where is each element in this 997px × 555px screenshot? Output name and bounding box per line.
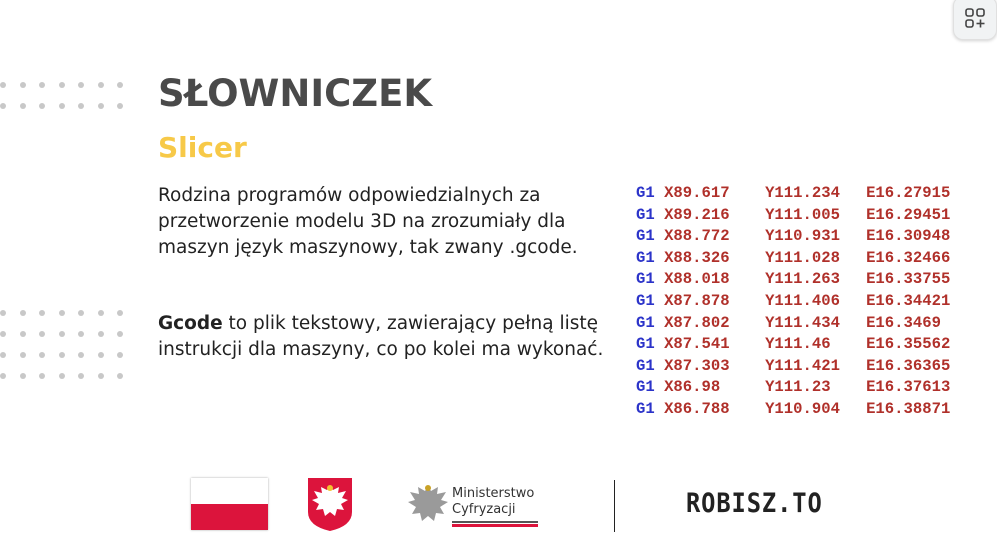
ministry-eagle-logo <box>405 480 451 532</box>
gcode-x-value: X89.617 <box>664 184 730 202</box>
gcode-y-value: Y111.005 <box>765 205 840 224</box>
gcode-y-value: Y111.46 <box>765 335 831 354</box>
gcode-line <box>636 377 950 399</box>
gcode-e-value: E16.33755 <box>866 270 951 289</box>
apps-menu-button[interactable] <box>953 0 997 40</box>
polish-eagle-emblem <box>306 476 354 532</box>
gcode-line <box>636 269 950 291</box>
gcode-line <box>636 399 950 421</box>
ministry-name-line1: Ministerstwo <box>452 486 535 501</box>
apps-add-icon <box>964 7 986 29</box>
gcode-y-value: Y111.234 <box>765 184 840 202</box>
gcode-x-value: X88.018 <box>664 270 730 289</box>
ministry-underline-red <box>452 524 538 527</box>
gcode-x-value: X87.878 <box>664 291 730 310</box>
gcode-sample-image <box>636 183 950 421</box>
gcode-x-value: X86.788 <box>664 399 730 418</box>
gcode-e-value: E16.36365 <box>866 356 951 375</box>
gcode-y-value: Y111.263 <box>765 270 840 289</box>
gcode-command: G1 <box>636 313 655 332</box>
gcode-e-value: E16.30948 <box>866 227 951 246</box>
gcode-e-value: E16.29451 <box>866 205 951 224</box>
gcode-line <box>636 313 950 335</box>
gcode-command: G1 <box>636 270 655 289</box>
gcode-line <box>636 183 950 205</box>
gcode-e-value: E16.38871 <box>866 399 951 418</box>
gcode-e-value: E16.32466 <box>866 248 951 267</box>
term-heading: Slicer <box>158 131 247 164</box>
polish-flag-logo <box>191 478 268 530</box>
gcode-e-value: E16.37613 <box>866 378 951 397</box>
gcode-term: Gcode <box>158 313 223 334</box>
gcode-y-value: Y111.421 <box>765 356 840 375</box>
gcode-e-value: E16.34421 <box>866 291 951 310</box>
gcode-y-value: Y111.434 <box>765 313 840 332</box>
gcode-command: G1 <box>636 399 655 418</box>
gcode-y-value: Y111.028 <box>765 248 840 267</box>
gcode-line <box>636 248 950 270</box>
gcode-line <box>636 356 950 378</box>
gcode-command: G1 <box>636 356 655 375</box>
gcode-paragraph <box>158 311 608 363</box>
gcode-x-value: X87.541 <box>664 335 730 354</box>
gcode-command: G1 <box>636 227 655 246</box>
ministry-underline-gray <box>452 521 538 523</box>
gcode-x-value: X86.98 <box>664 378 721 397</box>
definition-paragraph: Rodzina programów odpowiedzialnych za przetworzenie modelu 3D na zrozumiały dla maszyn język maszynowy, tak zwany .gcode. <box>158 185 578 258</box>
gcode-line <box>636 334 950 356</box>
robisz-to-logo: ROBISZ.TO <box>686 488 823 519</box>
gcode-command: G1 <box>636 291 655 310</box>
gcode-line <box>636 226 950 248</box>
gcode-x-value: X87.303 <box>664 356 730 375</box>
gcode-command: G1 <box>636 335 655 354</box>
gcode-command: G1 <box>636 184 655 202</box>
gcode-command: G1 <box>636 378 655 397</box>
gcode-x-value: X88.772 <box>664 227 730 246</box>
gcode-e-value: E16.27915 <box>866 184 951 202</box>
gcode-y-value: Y110.931 <box>765 227 840 246</box>
gcode-y-value: Y111.23 <box>765 378 831 397</box>
gcode-command: G1 <box>636 205 655 224</box>
gcode-description: to plik tekstowy, zawierający pełną listę instrukcji dla maszyny, co po kolei ma wykonać. <box>158 313 604 360</box>
gcode-command: G1 <box>636 248 655 267</box>
gcode-e-value: E16.3469 <box>866 313 941 332</box>
gcode-x-value: X87.802 <box>664 313 730 332</box>
gcode-y-value: Y110.904 <box>765 399 840 418</box>
gcode-line <box>636 205 950 227</box>
slide-title: SŁOWNICZEK <box>158 72 433 115</box>
ministry-name-line2: Cyfryzacji <box>452 502 516 517</box>
gcode-x-value: X88.326 <box>664 248 730 267</box>
gcode-line <box>636 291 950 313</box>
gcode-x-value: X89.216 <box>664 205 730 224</box>
gcode-y-value: Y111.406 <box>765 291 840 310</box>
ministry-name <box>452 486 534 518</box>
gcode-e-value: E16.35562 <box>866 335 951 354</box>
footer-divider <box>614 480 615 532</box>
